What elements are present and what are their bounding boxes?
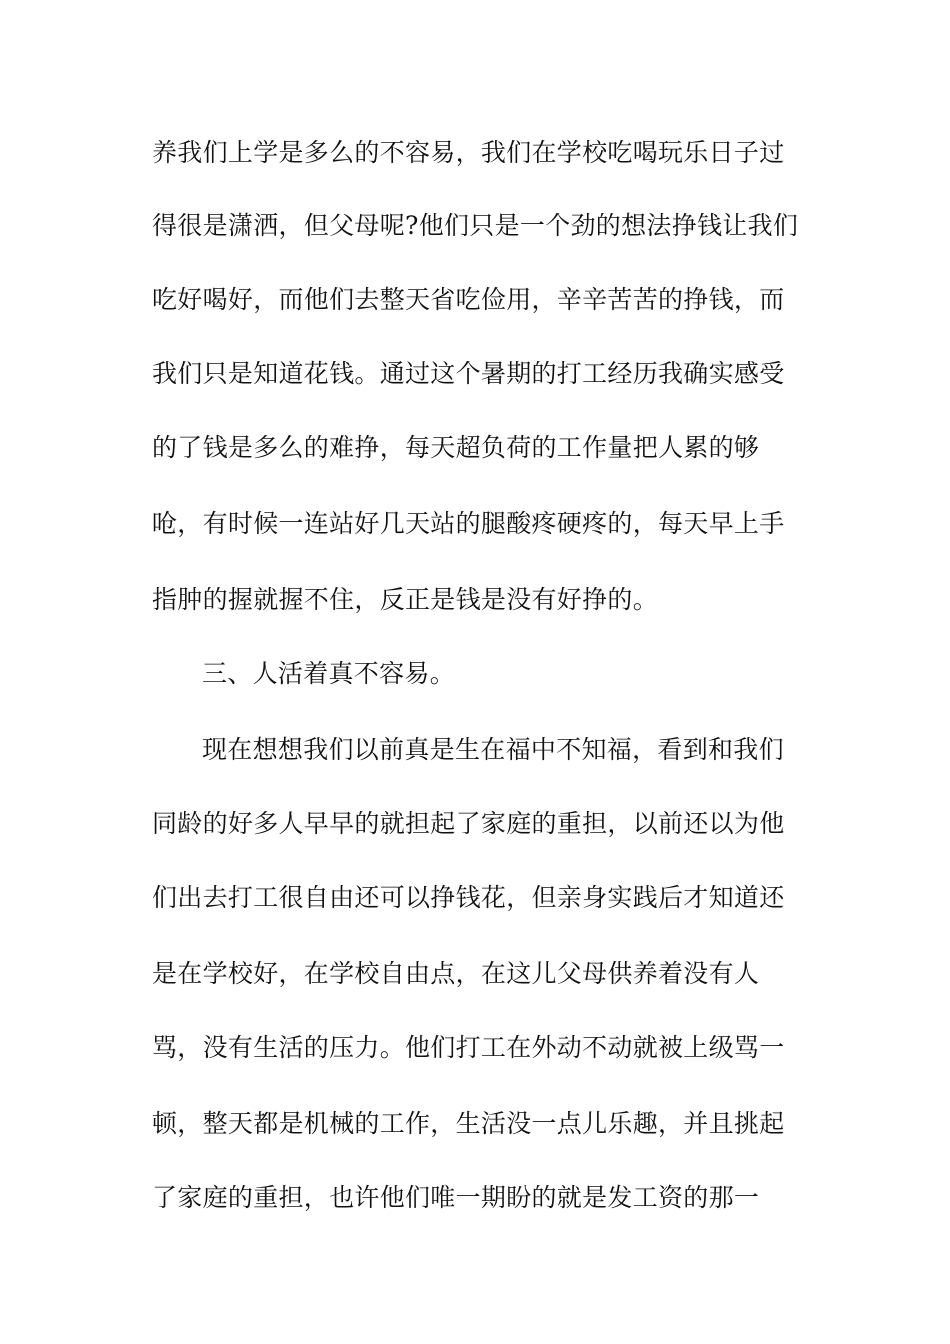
text-line: 养我们上学是多么的不容易，我们在学校吃喝玩乐日子过 [152,138,785,167]
text-line: 的了钱是多么的难挣，每天超负荷的工作量把人累的够 [152,433,760,462]
text-line: 们出去打工很自由还可以挣钱花，但亲身实践后才知道还 [152,883,785,912]
text-line: 呛，有时候一连站好几天站的腿酸疼硬疼的，每天早上手 [152,509,785,538]
text-line: 是在学校好，在学校自由点，在这儿父母供养着没有人 [152,959,760,988]
text-line: 同龄的好多人早早的就担起了家庭的重担，以前还以为他 [152,809,785,838]
text-line: 我们只是知道花钱。通过这个暑期的打工经历我确实感受 [152,359,785,388]
text-line: 骂，没有生活的压力。他们打工在外动不动就被上级骂一 [152,1033,785,1062]
text-line: 了家庭的重担，也许他们唯一期盼的就是发工资的那一 [152,1183,760,1212]
text-line: 顿，整天都是机械的工作，生活没一点儿乐趣，并且挑起 [152,1109,785,1138]
text-line: 得很是潇洒，但父母呢?他们只是一个劲的想法挣钱让我们 [152,211,799,240]
text-line: 吃好喝好，而他们去整天省吃俭用，辛辛苦苦的挣钱，而 [152,285,785,314]
text-line: 现在想想我们以前真是生在福中不知福，看到和我们 [202,735,784,764]
text-line: 指肿的握就握不住，反正是钱是没有好挣的。 [152,585,659,614]
section-heading: 三、人活着真不容易。 [202,659,456,688]
